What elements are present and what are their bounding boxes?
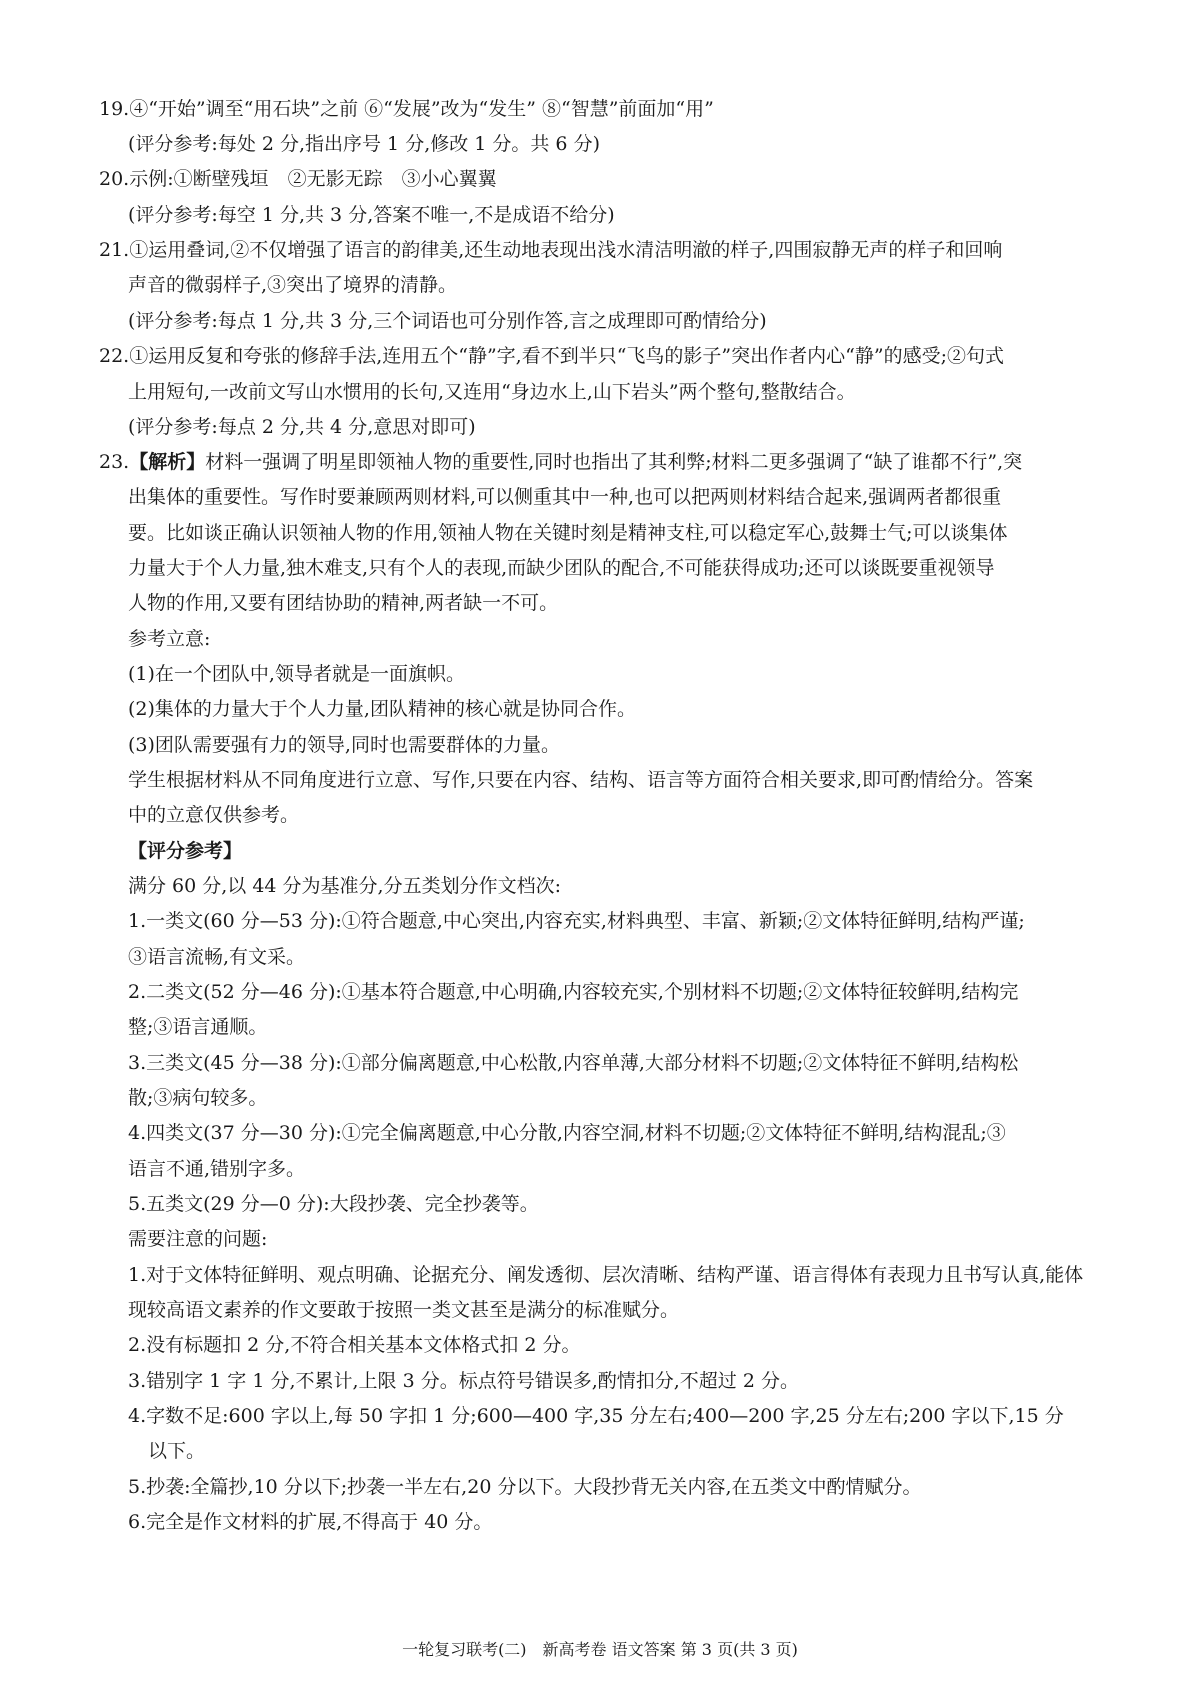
text-line: (评分参考:每空 1 分,共 3 分,答案不唯一,不是成语不给分) — [128, 204, 615, 226]
text-line: 整;③语言通顺。 — [128, 1016, 268, 1038]
text-line: (1)在一个团队中,领导者就是一面旗帜。 — [128, 663, 465, 685]
text-line: 5.五类文(29 分—0 分):大段抄袭、完全抄袭等。 — [128, 1193, 539, 1215]
text-line: 4.四类文(37 分—30 分):①完全偏离题意,中心分散,内容空洞,材料不切题;②文体特征不鲜明,结构混乱;③ — [128, 1122, 1006, 1144]
text-line: 21.①运用叠词,②不仅增强了语言的韵律美,还生动地表现出浅水清洁明澈的样子,四围寂静无声的样子和回响 — [99, 239, 1003, 261]
text-line: 上用短句,一改前文写山水惯用的长句,又连用“身边水上,山下岩头”两个整句,整散结合。 — [128, 381, 856, 403]
text-line: 需要注意的问题: — [128, 1228, 268, 1250]
text-line: 满分 60 分,以 44 分为基准分,分五类划分作文档次: — [128, 875, 561, 897]
text-line: 4.字数不足:600 字以上,每 50 字扣 1 分;600—400 字,35 分左右;400—200 字,25 分左右;200 字以下,15 分 — [128, 1405, 1064, 1427]
text-line: (评分参考:每点 2 分,共 4 分,意思对即可) — [128, 416, 476, 438]
page-footer: 一轮复习联考(二) 新高考卷 语文答案 第 3 页(共 3 页) — [402, 1640, 798, 1659]
text-line: 22.①运用反复和夸张的修辞手法,连用五个“静”字,看不到半只“飞鸟的影子”突出作者内心“静”的感受;②句式 — [99, 345, 1004, 367]
text-line: 中的立意仅供参考。 — [128, 804, 300, 826]
bold-heading: 【评分参考】 — [128, 840, 243, 862]
text-line: 3.三类文(45 分—38 分):①部分偏离题意,中心松散,内容单薄,大部分材料不切题;②文体特征不鲜明,结构松 — [128, 1052, 1019, 1074]
text-line: (评分参考:每点 1 分,共 3 分,三个词语也可分别作答,言之成理即可酌情给分) — [128, 310, 767, 332]
text-line: 现较高语文素养的作文要敢于按照一类文甚至是满分的标准赋分。 — [128, 1299, 680, 1321]
text-line: (2)集体的力量大于个人力量,团队精神的核心就是协同合作。 — [128, 698, 636, 720]
text-line: 学生根据材料从不同角度进行立意、写作,只要在内容、结构、语言等方面符合相关要求,即可酌情给分。答案 — [128, 769, 1034, 791]
text-line: 19.④“开始”调至“用石块”之前 ⑥“发展”改为“发生” ⑧“智慧”前面加“用” — [99, 98, 714, 120]
text-line-rest: 材料一强调了明星即领袖人物的重要性,同时也指出了其利弊;材料二更多强调了“缺了谁都不行”,突 — [205, 451, 1023, 473]
text-line: (评分参考:每处 2 分,指出序号 1 分,修改 1 分。共 6 分) — [128, 133, 600, 155]
text-line: 要。比如谈正确认识领袖人物的作用,领袖人物在关键时刻是精神支柱,可以稳定军心,鼓舞士气;可以谈集体 — [128, 522, 1008, 544]
text-line: 3.错别字 1 字 1 分,不累计,上限 3 分。标点符号错误多,酌情扣分,不超过 2 分。 — [128, 1370, 799, 1392]
text-line: 2.二类文(52 分—46 分):①基本符合题意,中心明确,内容较充实,个别材料不切题;②文体特征较鲜明,结构完 — [128, 981, 1019, 1003]
text-line: 2.没有标题扣 2 分,不符合相关基本文体格式扣 2 分。 — [128, 1334, 581, 1356]
text-line: 声音的微弱样子,③突出了境界的清静。 — [128, 274, 458, 296]
text-line — [128, 839, 242, 863]
text-line: 语言不通,错别字多。 — [128, 1158, 306, 1180]
bold-heading: 【解析】 — [129, 451, 206, 473]
text-line: 人物的作用,又要有团结协助的精神,两者缺一不可。 — [128, 592, 559, 614]
text-line: 以下。 — [148, 1440, 206, 1462]
text-line: 5.抄袭:全篇抄,10 分以下;抄袭一半左右,20 分以下。大段抄背无关内容,在五类文中酌情赋分。 — [128, 1476, 922, 1498]
text-line: 散;③病句较多。 — [128, 1087, 268, 1109]
text-line: 参考立意: — [128, 628, 211, 650]
text-line: 20.示例:①断壁残垣 ②无影无踪 ③小心翼翼 — [99, 168, 497, 190]
text-line: 6.完全是作文材料的扩展,不得高于 40 分。 — [128, 1511, 493, 1533]
text-line-prefix: 23. — [99, 451, 130, 473]
text-line: 1.对于文体特征鲜明、观点明确、论据充分、阐发透彻、层次清晰、结构严谨、语言得体有表现力且书写认真,能体 — [128, 1264, 1084, 1286]
text-line: (3)团队需要强有力的领导,同时也需要群体的力量。 — [128, 734, 560, 756]
text-line: ③语言流畅,有文采。 — [128, 946, 306, 968]
text-line: 1.一类文(60 分—53 分):①符合题意,中心突出,内容充实,材料典型、丰富、新颖;②文体特征鲜明,结构严谨; — [128, 910, 1025, 932]
text-line: 力量大于个人力量,独木难支,只有个人的表现,而缺少团队的配合,不可能获得成功;还可以谈既要重视领导 — [128, 557, 995, 579]
text-line — [99, 450, 1022, 474]
text-line: 出集体的重要性。写作时要兼顾两则材料,可以侧重其中一种,也可以把两则材料结合起来,强调两者都很重 — [128, 486, 1002, 508]
